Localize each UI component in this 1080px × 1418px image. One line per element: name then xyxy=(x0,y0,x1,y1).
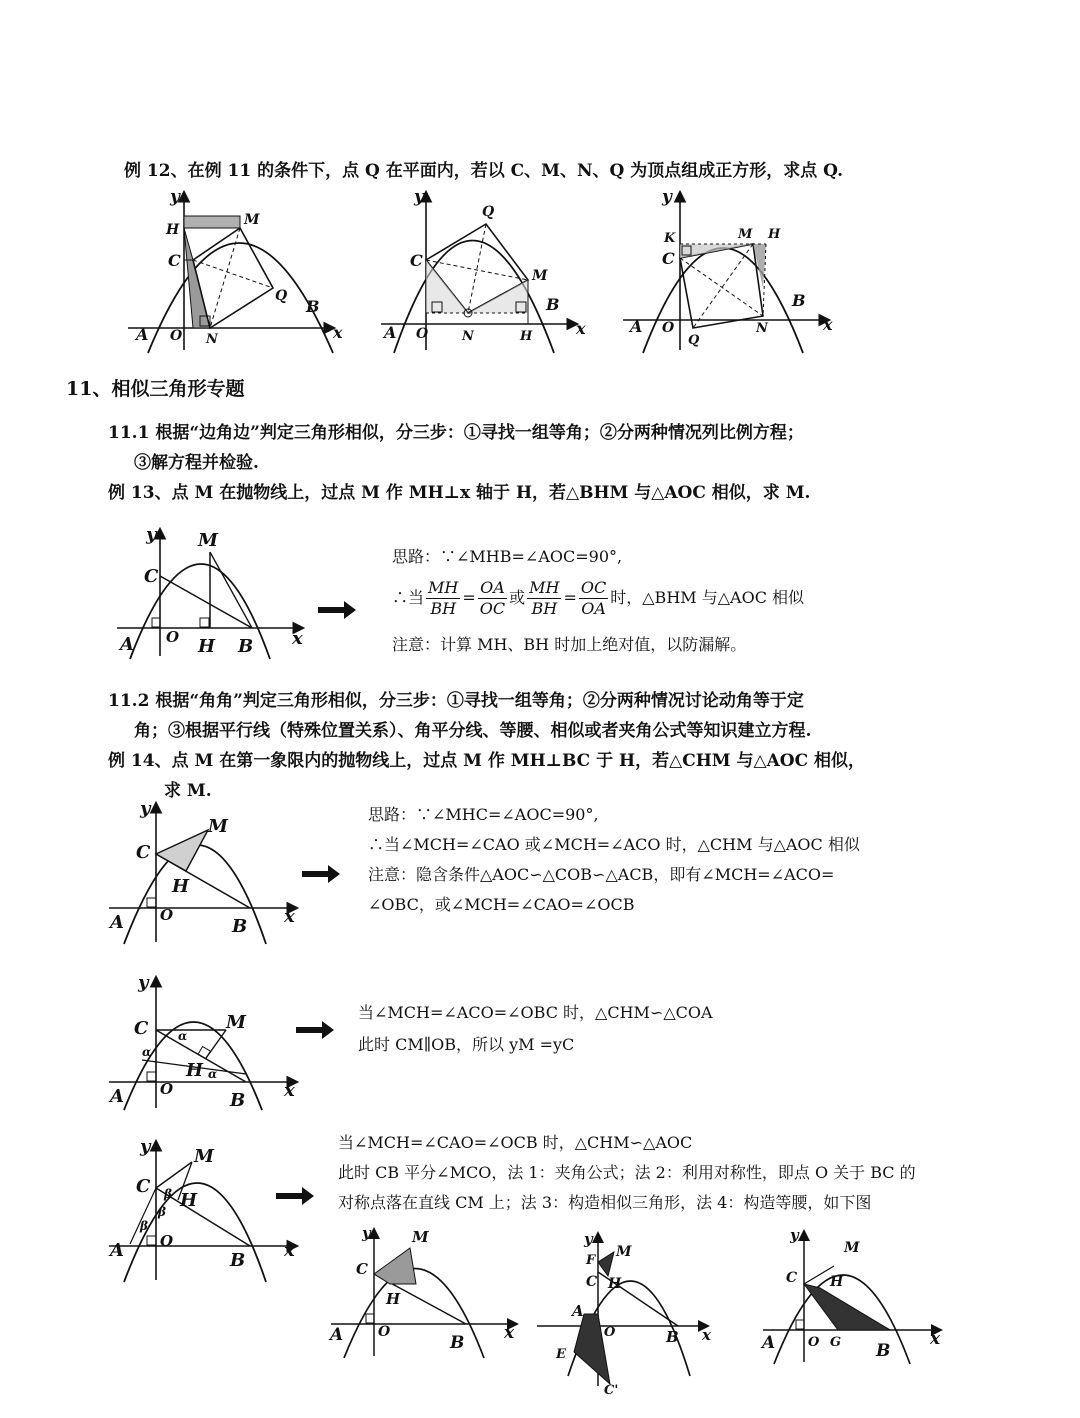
label-H: H xyxy=(186,1060,204,1081)
label-O: O xyxy=(416,326,429,342)
label-Q: Q xyxy=(275,288,288,304)
label-x: x xyxy=(284,906,295,927)
label-x: x xyxy=(930,1329,941,1349)
label-A: A xyxy=(110,912,124,933)
method-figure-1 xyxy=(326,1224,526,1359)
case1-line1: 当∠MCH=∠ACO=∠OBC 时，△CHM∽△COA xyxy=(358,1003,713,1022)
label-O: O xyxy=(160,906,174,924)
section-11-2-line2: 角；③根据平行线（特殊位置关系）、角平分线、等腰、相似或者夹角公式等知识建立方程. xyxy=(134,721,812,741)
label-H: H xyxy=(608,1276,622,1292)
label-A: A xyxy=(572,1302,584,1320)
ex13-idea: 思路：∵∠MHB=∠AOC=90°, xyxy=(392,547,623,566)
label-y: y xyxy=(146,524,157,545)
section-11-1-line2: ③解方程并检验. xyxy=(134,453,259,473)
label-B: B xyxy=(230,1250,246,1271)
label-x: x xyxy=(504,1323,515,1343)
ex14-note-line2: ∠OBC，或∠MCH=∠CAO=∠OCB xyxy=(368,895,635,914)
label-x: x xyxy=(284,1080,295,1101)
case1-figure xyxy=(104,972,304,1112)
section-11-1-line1: 11.1 根据“边角边”判定三角形相似，分三步：①寻找一组等角；②分两种情况列比例方程； xyxy=(108,423,804,443)
ex14-idea: 思路：∵∠MHC=∠AOC=90°, xyxy=(368,805,599,824)
label-C: C xyxy=(410,251,423,270)
label-N: N xyxy=(756,321,768,336)
ex12-figure-2 xyxy=(376,188,596,358)
label-O: O xyxy=(170,328,183,344)
label-A: A xyxy=(110,1086,124,1107)
label-B: B xyxy=(876,1341,891,1361)
ex13-fraction-3: $\frac{MH}{BH}$ xyxy=(529,578,560,618)
label-B: B xyxy=(666,1328,679,1346)
label-M: M xyxy=(226,1012,246,1033)
label-Q: Q xyxy=(482,204,495,220)
label-M: M xyxy=(198,530,218,551)
ex14-figure xyxy=(104,796,304,946)
example-13-text: 例 13、点 M 在抛物线上，过点 M 作 MH⊥x 轴于 H，若△BHM 与△AOC 相似，求 M. xyxy=(108,483,811,503)
ex13-arrow-icon xyxy=(318,600,358,620)
label-y: y xyxy=(170,188,180,207)
case2-arrow-icon xyxy=(276,1186,316,1206)
label-C: C xyxy=(786,1270,798,1286)
label-y: y xyxy=(140,1136,151,1157)
label-beta-3: β xyxy=(140,1219,148,1233)
label-C: C xyxy=(134,1018,149,1039)
label-H: H xyxy=(180,1190,198,1211)
section-11-title: 11、相似三角形专题 xyxy=(66,378,245,400)
label-A: A xyxy=(762,1333,776,1353)
label-C: C xyxy=(586,1274,598,1290)
label-C-prime: C' xyxy=(604,1383,619,1396)
label-O: O xyxy=(378,1324,391,1340)
ex13-or: 或 xyxy=(509,588,526,607)
label-y: y xyxy=(138,972,149,993)
label-B: B xyxy=(546,295,560,314)
label-B: B xyxy=(230,1090,246,1111)
label-y: y xyxy=(662,188,672,207)
label-N: N xyxy=(462,329,474,344)
label-A: A xyxy=(110,1240,124,1261)
ex13-fraction-4: $\frac{OC}{OA}$ xyxy=(580,578,607,618)
label-A: A xyxy=(120,634,134,655)
label-C: C xyxy=(136,842,151,863)
label-C: C xyxy=(136,1176,151,1197)
label-O: O xyxy=(808,1335,820,1350)
label-O: O xyxy=(160,1080,174,1098)
case2-line3: 对称点落在直线 CM 上；法 3：构造相似三角形，法 4：构造等腰，如下图 xyxy=(338,1193,872,1212)
label-B: B xyxy=(450,1333,465,1353)
label-Q: Q xyxy=(688,333,700,348)
ex13-when: ∴当 xyxy=(392,588,425,607)
label-y: y xyxy=(140,798,151,819)
label-C: C xyxy=(662,249,675,268)
label-x: x xyxy=(284,1240,295,1261)
label-x: x xyxy=(823,315,833,334)
label-B: B xyxy=(232,916,248,937)
case2-line1: 当∠MCH=∠CAO=∠OCB 时，△CHM∽△AOC xyxy=(338,1133,693,1152)
label-O: O xyxy=(662,320,675,336)
label-x: x xyxy=(333,323,343,342)
label-alpha-3: α xyxy=(208,1067,218,1081)
label-A: A xyxy=(330,1325,344,1345)
label-y: y xyxy=(584,1230,593,1248)
label-y: y xyxy=(362,1224,371,1242)
label-H: H xyxy=(768,227,781,242)
label-C: C xyxy=(144,566,159,587)
label-M: M xyxy=(738,227,753,242)
label-C: C xyxy=(356,1260,368,1278)
label-G: G xyxy=(830,1335,842,1350)
label-H: H xyxy=(166,222,180,238)
label-B: B xyxy=(238,636,254,657)
case2-figure xyxy=(104,1134,304,1284)
label-C: C xyxy=(168,251,181,270)
label-x: x xyxy=(576,319,586,338)
label-H: H xyxy=(386,1290,401,1308)
label-beta-2: β xyxy=(158,1205,166,1219)
ex13-note: 注意：计算 MH、BH 时加上绝对值，以防漏解。 xyxy=(392,635,747,654)
label-H: H xyxy=(520,329,533,344)
ex12-figure-1 xyxy=(118,188,358,358)
label-H: H xyxy=(830,1274,844,1290)
ex14-arrow-icon xyxy=(302,864,342,884)
label-M: M xyxy=(244,212,260,228)
label-M: M xyxy=(616,1244,632,1260)
ex13-tail: 时，△BHM 与△AOC 相似 xyxy=(610,588,805,607)
label-A: A xyxy=(630,317,643,336)
method-figure-3 xyxy=(758,1226,948,1366)
section-11-2-line1: 11.2 根据“角角”判定三角形相似，分三步：①寻找一组等角；②分两种情况讨论动角等于定 xyxy=(108,691,804,711)
label-M: M xyxy=(532,268,548,284)
example-14-line1: 例 14、点 M 在第一象限内的抛物线上，过点 M 作 MH⊥BC 于 H，若△CHM 与△AOC 相似， xyxy=(108,751,866,771)
case1-line2: 此时 CM∥OB，所以 yM =yC xyxy=(358,1035,575,1054)
label-M: M xyxy=(208,816,228,837)
case1-arrow-icon xyxy=(296,1020,336,1040)
label-O: O xyxy=(166,628,180,646)
label-M: M xyxy=(412,1228,429,1246)
example-12-text: 例 12、在例 11 的条件下，点 Q 在平面内，若以 C、M、N、Q 为顶点组成正方形，求点 Q. xyxy=(124,161,844,181)
label-A: A xyxy=(384,323,397,342)
label-alpha-2: α xyxy=(142,1045,152,1059)
ex12-figure-3 xyxy=(618,188,838,358)
ex13-fraction-1: $\frac{MH}{BH}$ xyxy=(428,578,459,618)
ex14-note-line1: 注意：隐含条件△AOC∽△COB∽△ACB，即有∠MCH=∠ACO= xyxy=(368,865,835,884)
label-y: y xyxy=(414,188,424,207)
label-E: E xyxy=(556,1347,566,1362)
label-B: B xyxy=(792,291,806,310)
label-K: K xyxy=(664,231,676,246)
label-beta: β xyxy=(164,1187,172,1201)
ex13-condition: ∴当 $\frac{MH}{BH}$ = $\frac{OA}{OC}$ 或 $\frac{MH}{BH}$ = $\frac{OC}{OA}$ 时，△BHM 与△AOC 相似 xyxy=(392,578,805,618)
label-F: F xyxy=(586,1253,596,1268)
label-M: M xyxy=(844,1240,860,1256)
label-H: H xyxy=(172,876,190,897)
label-alpha: α xyxy=(178,1029,188,1043)
label-M: M xyxy=(194,1146,214,1167)
label-O: O xyxy=(160,1232,174,1250)
ex13-figure xyxy=(112,524,312,664)
label-y: y xyxy=(790,1226,799,1244)
ex14-when: ∴当∠MCH=∠CAO 或∠MCH=∠ACO 时，△CHM 与△AOC 相似 xyxy=(368,835,860,854)
label-N: N xyxy=(206,332,218,347)
label-H: H xyxy=(198,636,216,657)
label-O: O xyxy=(604,1325,616,1340)
label-A: A xyxy=(136,325,149,344)
ex13-fraction-2: $\frac{OA}{OC}$ xyxy=(479,578,506,618)
label-x: x xyxy=(292,628,303,649)
method-figure-2 xyxy=(532,1226,722,1396)
label-x: x xyxy=(702,1326,711,1344)
case2-line2: 此时 CB 平分∠MCO，法 1：夹角公式；法 2：利用对称性，即点 O 关于 BC 的 xyxy=(338,1163,916,1182)
label-B: B xyxy=(306,297,320,316)
example-14-line2: 求 M. xyxy=(164,781,212,801)
